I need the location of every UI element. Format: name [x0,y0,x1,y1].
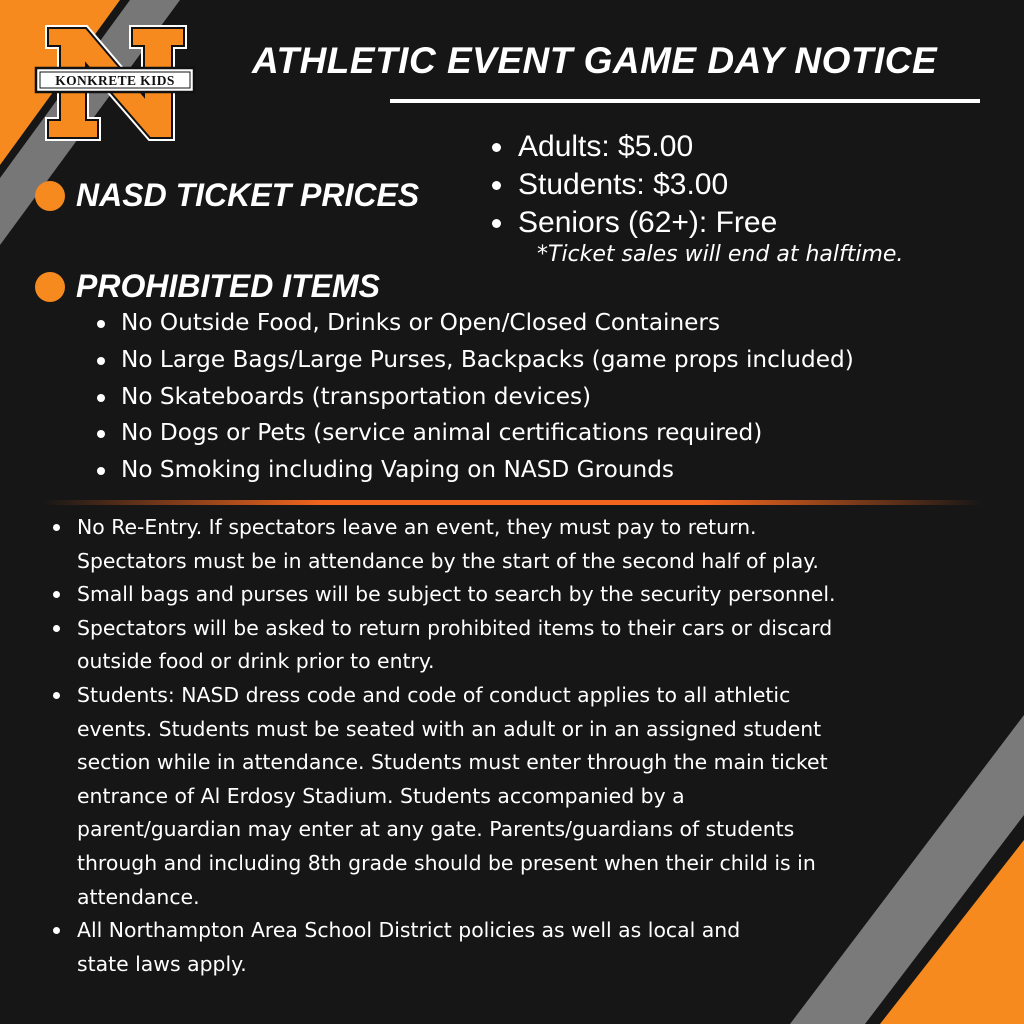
price-item: Adults: $5.00 [490,128,777,166]
price-item: Seniors (62+): Free [490,204,777,242]
rule-item-bag-search [50,578,950,612]
rule-line: entrance of Al Erdosy Stadium. Students accompanied by a [77,783,685,808]
rule-line: state laws apply. [77,951,247,976]
rule-line: Spectators must be in attendance by the start of the second half of play. [77,548,819,573]
rule-line: section while in attendance. Students must enter through the main ticket [77,750,828,775]
logo-banner-text: KONKRETE KIDS [55,73,175,88]
prohibited-item: No Smoking including Vaping on NASD Grounds [96,452,854,489]
rule-line: Students: NASD dress code and code of conduct applies to all athletic [77,682,791,707]
title-underline [390,99,980,103]
prohibited-items-list [96,305,854,489]
prohibited-items-heading: PROHIBITED ITEMS [76,268,381,304]
ticket-sales-note: *Ticket sales will end at halftime. [537,242,904,267]
rules-list [50,511,950,981]
rule-line: Spectators will be asked to return prohibited items to their cars or discard [77,615,833,640]
rule-line: events. Students must be seated with an adult or in an assigned student [77,716,822,741]
rule-line: No Re-Entry. If spectators leave an event, they must pay to return. [77,515,757,539]
rule-line: Small bags and purses will be subject to search by the security personnel. [77,582,836,607]
rule-line: All Northampton Area School District policies as well as local and [77,918,741,943]
rule-line: through and including 8th grade should be present when their child is in [77,850,816,875]
ticket-price-list [490,128,777,242]
section-divider [42,500,984,505]
rule-line: attendance. [77,884,200,909]
rule-item-district-policies [50,914,950,981]
rule-item-students [50,679,950,914]
page-title: ATHLETIC EVENT GAME DAY NOTICE [252,40,938,81]
prohibited-item: No Large Bags/Large Purses, Backpacks (game props included) [96,342,854,379]
rule-line: parent/guardian may enter at any gate. Parents/guardians of students [77,817,795,842]
prohibited-item: No Skateboards (transportation devices) [96,379,854,416]
konkrete-kids-n-logo [34,22,198,144]
ticket-heading-bullet [35,181,65,211]
prohibited-item: No Outside Food, Drinks or Open/Closed Containers [96,305,854,342]
rule-item-reentry [50,511,950,578]
rule-item-prohibited-items [50,612,950,679]
ticket-prices-heading: NASD TICKET PRICES [76,177,420,213]
rule-line: outside food or drink prior to entry. [77,649,435,674]
prohibited-heading-bullet [35,272,65,302]
price-item: Students: $3.00 [490,166,777,204]
prohibited-item: No Dogs or Pets (service animal certifications required) [96,415,854,452]
